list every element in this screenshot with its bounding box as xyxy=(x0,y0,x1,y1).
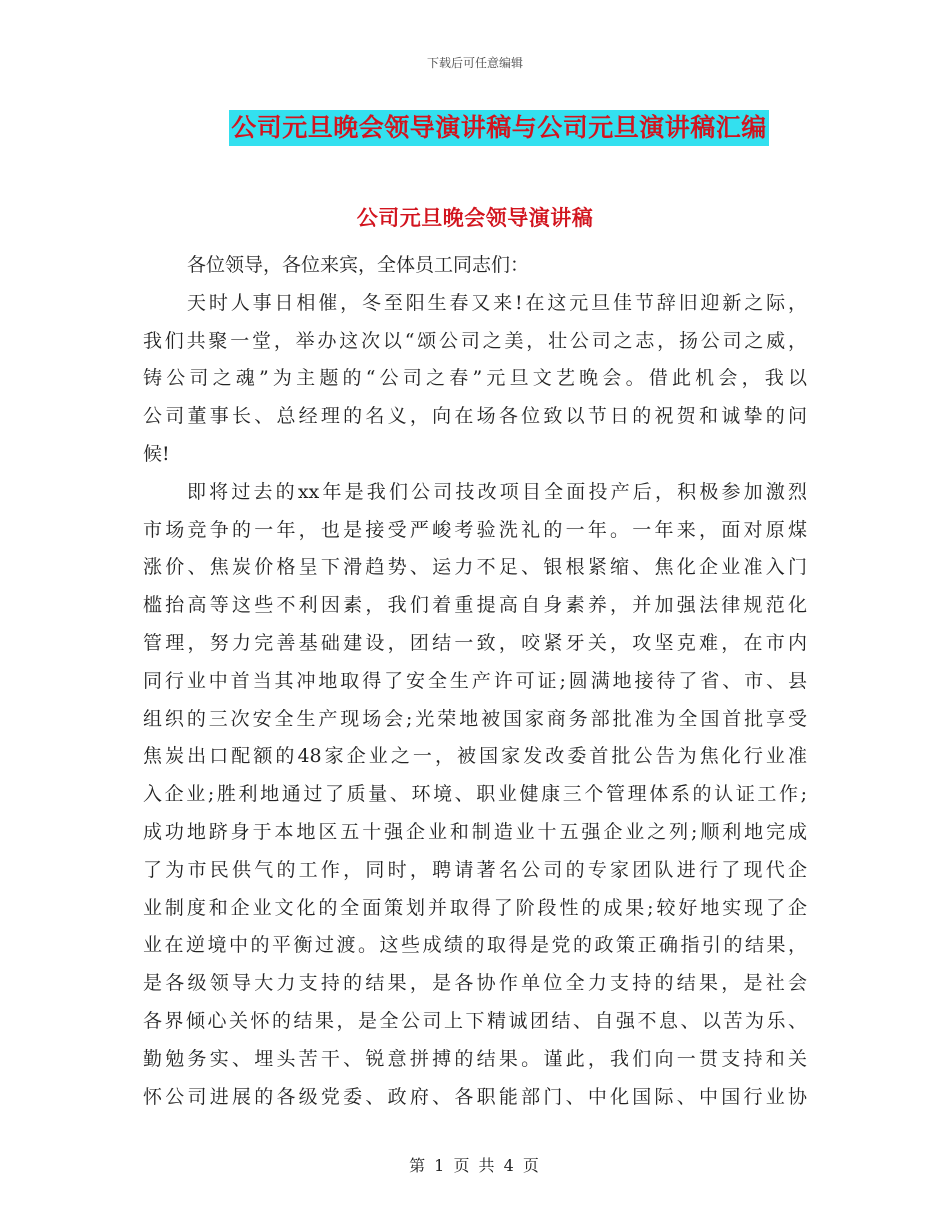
body-line: 了为市民供气的工作，同时，聘请著名公司的专家团队进行了现代企 xyxy=(143,858,807,881)
body-line: 业制度和企业文化的全面策划并取得了阶段性的成果;较好地实现了企 xyxy=(143,896,807,919)
body-line: 是各级领导大力支持的结果，是各协作单位全力支持的结果，是社会 xyxy=(143,972,807,995)
body-line: 业在逆境中的平衡过渡。这些成绩的取得是党的政策正确指引的结果， xyxy=(143,934,807,957)
body-line: 各界倾心关怀的结果，是全公司上下精诚团结、自强不息、以苦为乐、 xyxy=(143,1009,807,1032)
body-line: 焦炭出口配额的48家企业之一，被国家发改委首批公告为焦化行业准 xyxy=(143,745,807,768)
body-line: 市场竞争的一年，也是接受严峻考验洗礼的一年。一年来，面对原煤 xyxy=(143,518,807,541)
page-footer: 第 1 页 共 4 页 xyxy=(409,1156,541,1175)
body-line: 涨价、焦炭价格呈下滑趋势、运力不足、银根紧缩、焦化企业准入门 xyxy=(143,556,807,579)
section-title: 公司元旦晚会领导演讲稿 xyxy=(356,206,594,230)
body-line: 成功地跻身于本地区五十强企业和制造业十五强企业之列;顺利地完成 xyxy=(143,820,807,843)
main-title-container xyxy=(0,110,950,146)
header-note: 下载后可任意编辑 xyxy=(426,56,523,70)
body-line: 入企业;胜利地通过了质量、环境、职业健康三个管理体系的认证工作; xyxy=(143,783,807,806)
body-line: 即将过去的xx年是我们公司技改项目全面投产后，积极参加激烈 xyxy=(187,480,807,503)
body-text xyxy=(143,247,807,1116)
body-line: 管理，努力完善基础建设，团结一致，咬紧牙关，攻坚克难，在市内 xyxy=(143,631,807,654)
body-line: 组织的三次安全生产现场会;光荣地被国家商务部批准为全国首批享受 xyxy=(143,707,807,730)
body-line: 我们共聚一堂，举办这次以“颂公司之美，壮公司之志，扬公司之威， xyxy=(143,329,807,352)
body-line: 天时人事日相催，冬至阳生春又来!在这元旦佳节辞旧迎新之际， xyxy=(187,291,807,314)
body-line: 同行业中首当其冲地取得了安全生产许可证;圆满地接待了省、市、县 xyxy=(143,669,807,692)
body-line: 候! xyxy=(143,442,170,465)
body-line: 勤勉务实、埋头苦干、锐意拼搏的结果。谨此，我们向一贯支持和关 xyxy=(143,1047,807,1070)
body-line: 铸公司之魂”为主题的“公司之春”元旦文艺晚会。借此机会，我以 xyxy=(143,367,807,390)
body-line: 公司董事长、总经理的名义，向在场各位致以节日的祝贺和诚挚的问 xyxy=(143,405,807,428)
body-line: 怀公司进展的各级党委、政府、各职能部门、中化国际、中国行业协 xyxy=(143,1085,807,1108)
main-title: 公司元旦晚会领导演讲稿与公司元旦演讲稿汇编 xyxy=(229,110,769,146)
body-line: 各位领导，各位来宾，全体员工同志们： xyxy=(187,254,530,276)
body-line: 槛抬高等这些不利因素，我们着重提高自身素养，并加强法律规范化 xyxy=(143,594,807,617)
